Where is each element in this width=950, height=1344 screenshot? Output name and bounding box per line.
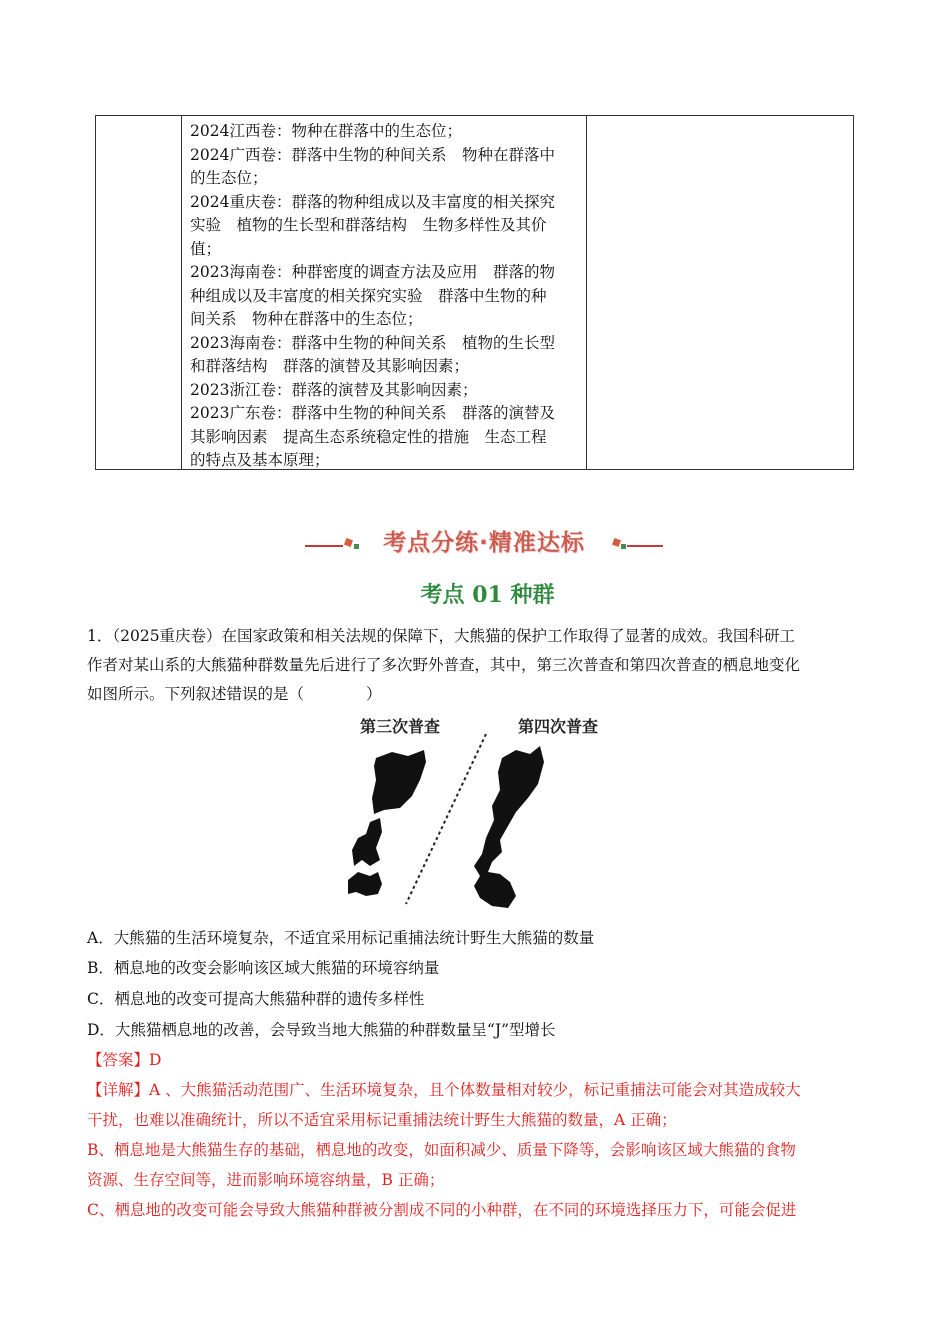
table-line: 的生态位； — [190, 169, 268, 187]
table-line: 间关系 物种在群落中的生态位； — [190, 310, 423, 328]
question-line: 作者对某山系的大熊猫种群数量先后进行了多次野外普查，其中，第三次普查和第四次普查的栖息地变化 — [87, 656, 801, 674]
table-line: 的特点及基本原理； — [190, 451, 330, 469]
banner-right-square-green — [621, 544, 626, 549]
table-line: 种组成以及丰富度的相关探究实验 群落中生物的种 — [190, 286, 547, 305]
table-line: 2024广西卷：群落中生物的种间关系 物种在群落中 — [190, 145, 555, 164]
habitat-figure — [340, 710, 630, 915]
answer-detail-line: 资源、生存空间等，进而影响环境容纳量，B 正确； — [87, 1171, 445, 1189]
answer-block — [87, 1045, 857, 1225]
question-line: 如图所示。下列叙述错误的是（ ） — [87, 685, 382, 703]
banner-left-line — [305, 545, 343, 547]
answer-detail-line: B、栖息地是大熊猫生存的基础，栖息地的改变，如面积减少、质量下降等，会影响该区域大熊猫的食物 — [87, 1141, 796, 1159]
banner-left-square-green — [354, 544, 359, 549]
figure-label-third-survey: 第三次普查 — [360, 717, 441, 736]
banner-right-line — [627, 545, 663, 547]
section-title: 考点 01 种群 — [420, 582, 555, 608]
fourth-survey-patch — [474, 746, 544, 908]
table-column-divider — [181, 116, 182, 469]
third-survey-lower-patch — [352, 818, 382, 866]
option-c: C．栖息地的改变可提高大熊猫种群的遗传多样性 — [87, 990, 425, 1008]
answer-label: 【答案】D — [87, 1051, 162, 1069]
table-line: 和群落结构 群落的演替及其影响因素； — [190, 357, 470, 375]
table-line: 实验 植物的生长型和群落结构 生物多样性及其价 — [190, 216, 547, 234]
answer-detail-line: C、栖息地的改变可能会导致大熊猫种群被分割成不同的小种群，在不同的环境选择压力下，可能会促进 — [87, 1201, 797, 1219]
table-line: 其影响因素 提高生态系统稳定性的措施 生态工程 — [190, 427, 547, 446]
third-survey-bottom-patch — [348, 872, 382, 896]
curriculum-table — [95, 115, 854, 470]
answer-detail-line: 【详解】A 、大熊猫活动范围广、生活环境复杂，且个体数量相对较少，标记重捕法可能会对其造成较大 — [87, 1081, 801, 1099]
table-column-divider — [586, 116, 587, 469]
answer-detail-line: 干扰，也难以准确统计，所以不适宜采用标记重捕法统计野生大熊猫的数量，A 正确； — [87, 1111, 677, 1129]
table-line: 2024重庆卷：群落的物种组成以及丰富度的相关探究 — [190, 192, 555, 211]
habitat-map-svg — [340, 710, 630, 915]
table-line: 2023浙江卷：群落的演替及其影响因素； — [190, 380, 478, 399]
table-cell-exam-list — [190, 120, 582, 473]
table-line: 2023海南卷：种群密度的调查方法及应用 群落的物 — [190, 263, 555, 281]
section-banner — [305, 522, 663, 562]
banner-right-square — [612, 538, 621, 547]
option-b: B．栖息地的改变会影响该区域大熊猫的环境容纳量 — [87, 959, 440, 977]
option-d: D．大熊猫栖息地的改善，会导致当地大熊猫的种群数量呈“J”型增长 — [87, 1021, 556, 1039]
question-line: 1．（2025重庆卷）在国家政策和相关法规的保障下，大熊猫的保护工作取得了显著的成效。我国科研工 — [87, 627, 796, 645]
table-line: 2023广东卷：群落中生物的种间关系 群落的演替及 — [190, 404, 555, 422]
banner-text: 考点分练·精准达标 — [383, 530, 585, 556]
table-line: 2023海南卷：群落中生物的种间关系 植物的生长型 — [190, 333, 555, 352]
option-a: A．大熊猫的生活环境复杂，不适宜采用标记重捕法统计野生大熊猫的数量 — [87, 929, 595, 947]
question-stem — [87, 622, 857, 709]
table-line: 2024江西卷：物种在群落中的生态位； — [190, 122, 462, 140]
figure-label-fourth-survey: 第四次普查 — [518, 717, 599, 736]
table-line: 值； — [190, 239, 222, 258]
third-survey-upper-patch — [372, 750, 426, 814]
banner-left-square — [344, 538, 353, 547]
